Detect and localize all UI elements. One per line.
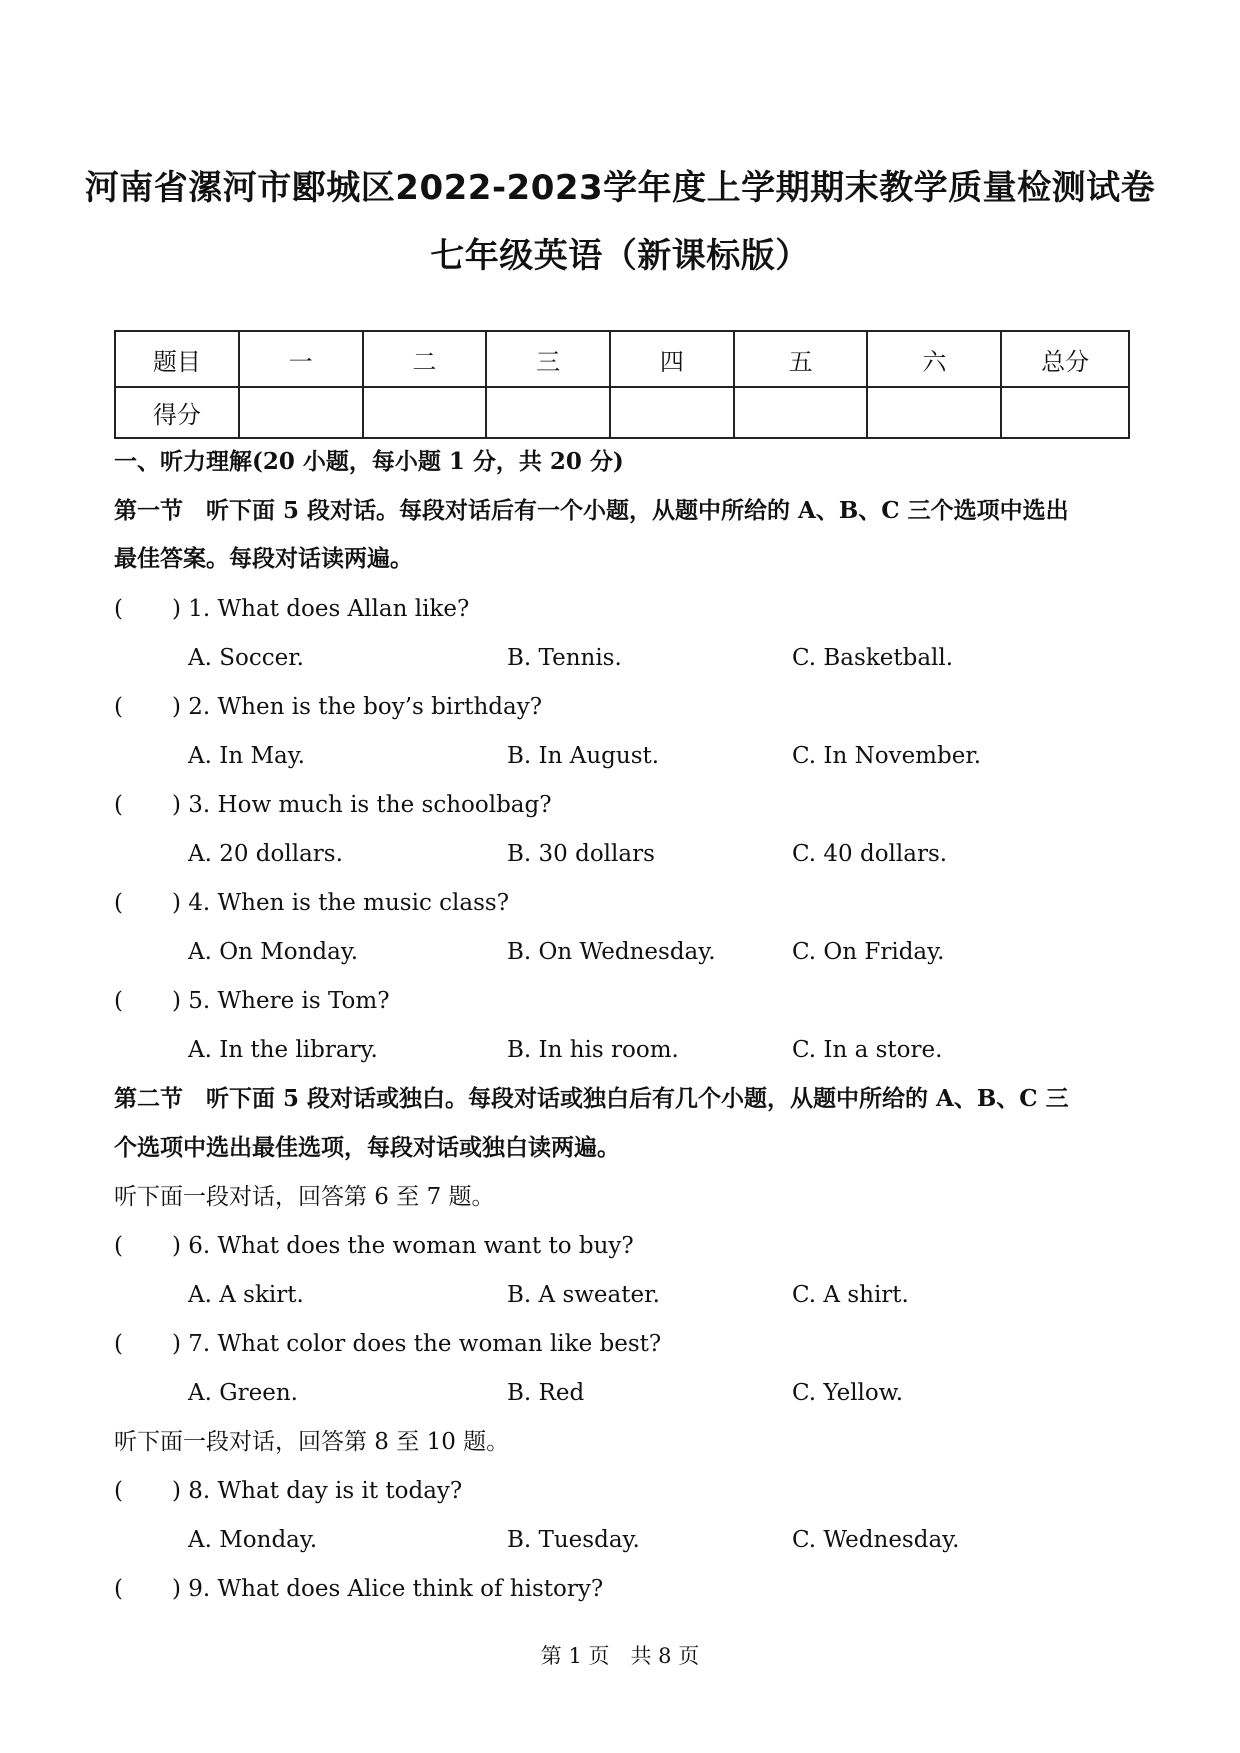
score-cell (486, 387, 610, 438)
score-cell (363, 387, 487, 438)
part2-instruction-line2: 个选项中选出最佳选项，每段对话或独白读两遍。 (114, 1134, 620, 1161)
answer-bracket: ( (114, 1576, 123, 1602)
question-text: ) 1. What does Allan like? (172, 596, 470, 622)
listening-instruction-8-10: 听下面一段对话，回答第 8 至 10 题。 (114, 1429, 510, 1455)
option-b: B. Tennis. (507, 645, 622, 671)
question-text: ) 9. What does Alice think of history? (172, 1576, 604, 1602)
answer-bracket: ( (114, 596, 123, 622)
score-cell (1001, 387, 1129, 438)
option-a: A. On Monday. (188, 939, 359, 965)
option-b: B. On Wednesday. (507, 939, 716, 965)
score-row-label: 得分 (115, 387, 239, 438)
score-table-score-row (115, 387, 1129, 438)
option-b: B. In August. (507, 743, 660, 769)
question-5 (114, 986, 390, 1016)
exam-title: 河南省漯河市郾城区2022-2023学年度上学期期末教学质量检测试卷 (84, 168, 1156, 208)
score-header-cell: 五 (734, 331, 868, 387)
question-6 (114, 1231, 634, 1261)
option-c: C. On Friday. (792, 939, 945, 965)
score-cell (734, 387, 868, 438)
score-cell (867, 387, 1001, 438)
answer-bracket: ( (114, 694, 123, 720)
question-text: ) 8. What day is it today? (172, 1478, 463, 1504)
listening-instruction-6-7: 听下面一段对话，回答第 6 至 7 题。 (114, 1184, 495, 1210)
part1-instruction-line1: 第一节 听下面 5 段对话。每段对话后有一个小题，从题中所给的 A、B、C 三个选项中选出 (114, 497, 1069, 524)
score-header-cell: 三 (486, 331, 610, 387)
score-table-header-row (115, 331, 1129, 387)
part1-instruction-line2: 最佳答案。每段对话读两遍。 (114, 545, 413, 572)
question-7 (114, 1329, 661, 1359)
answer-bracket: ( (114, 890, 123, 916)
score-cell (610, 387, 734, 438)
score-cell (239, 387, 363, 438)
question-1 (114, 594, 469, 624)
answer-bracket: ( (114, 1233, 123, 1259)
score-header-cell: 一 (239, 331, 363, 387)
score-header-cell: 题目 (115, 331, 239, 387)
option-c: C. In a store. (792, 1037, 943, 1063)
answer-bracket: ( (114, 988, 123, 1014)
question-text: ) 2. When is the boy’s birthday? (172, 694, 543, 720)
answer-bracket: ( (114, 792, 123, 818)
question-text: ) 6. What does the woman want to buy? (172, 1233, 634, 1259)
section-heading: 一、听力理解(20 小题，每小题 1 分，共 20 分) (114, 448, 624, 475)
question-2 (114, 692, 542, 722)
option-b: B. Tuesday. (507, 1527, 640, 1553)
option-c: C. Wednesday. (792, 1527, 960, 1553)
answer-bracket: ( (114, 1478, 123, 1504)
page-number: 第 1 页 共 8 页 (540, 1644, 700, 1668)
question-text: ) 4. When is the music class? (172, 890, 510, 916)
question-4 (114, 888, 509, 918)
score-header-cell: 四 (610, 331, 734, 387)
answer-bracket: ( (114, 1331, 123, 1357)
option-a: A. A skirt. (188, 1282, 304, 1308)
question-8 (114, 1476, 462, 1506)
option-c: C. Yellow. (792, 1380, 904, 1406)
option-a: A. In May. (188, 743, 305, 769)
question-text: ) 3. How much is the schoolbag? (172, 792, 552, 818)
option-b: B. 30 dollars (507, 841, 655, 867)
option-a: A. In the library. (188, 1037, 378, 1063)
question-3 (114, 790, 552, 820)
option-a: A. Green. (188, 1380, 298, 1406)
option-a: A. Soccer. (188, 645, 304, 671)
option-b: B. Red (507, 1380, 585, 1406)
option-a: A. 20 dollars. (188, 841, 343, 867)
score-table (114, 330, 1130, 439)
question-text: ) 7. What color does the woman like best? (172, 1331, 662, 1357)
option-a: A. Monday. (188, 1527, 318, 1553)
question-text: ) 5. Where is Tom? (172, 988, 390, 1014)
score-header-cell: 六 (867, 331, 1001, 387)
option-c: C. In November. (792, 743, 982, 769)
option-c: C. Basketball. (792, 645, 954, 671)
part2-instruction-line1: 第二节 听下面 5 段对话或独白。每段对话或独白后有几个小题，从题中所给的 A、B、C 三 (114, 1085, 1069, 1112)
exam-subtitle: 七年级英语（新课标版） (430, 236, 810, 276)
question-9 (114, 1574, 603, 1604)
score-header-cell: 总分 (1001, 331, 1129, 387)
option-c: C. A shirt. (792, 1282, 909, 1308)
option-c: C. 40 dollars. (792, 841, 948, 867)
score-header-cell: 二 (363, 331, 487, 387)
option-b: B. A sweater. (507, 1282, 660, 1308)
option-b: B. In his room. (507, 1037, 679, 1063)
